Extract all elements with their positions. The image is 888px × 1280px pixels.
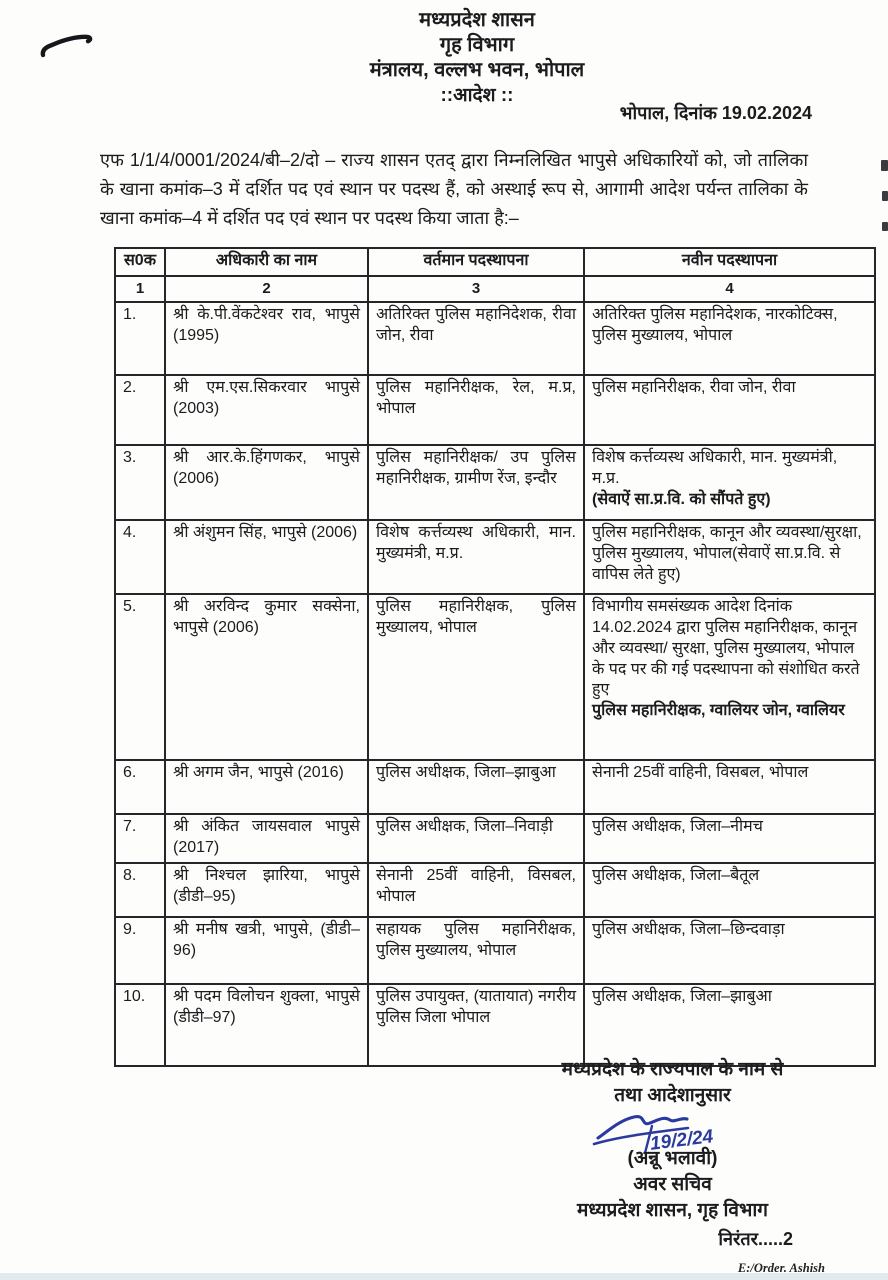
new-posting-text: अतिरिक्त पुलिस महानिदेशक, नारकोटिक्स, पुलिस मुख्यालय, भोपाल bbox=[592, 306, 838, 345]
cell-officer-name: श्री निश्चल झारिया, भापुसे (डीडी–95) bbox=[165, 863, 368, 917]
cell-sno: 1. bbox=[115, 302, 165, 375]
place-date-line: भोपाल, दिनांक 19.02.2024 bbox=[619, 103, 812, 123]
cell-current-posting: पुलिस महानिरीक्षक, रेल, म.प्र, भोपाल bbox=[368, 375, 584, 445]
new-posting-text: विभागीय समसंख्यक आदेश दिनांक 14.02.2024 द्वारा पुलिस महानिरीक्षक, कानून और व्यवस्था/ सुरक्षा, पुलिस मुख्यालय, भोपाल के पद पर की गई पदस्थापना को संशोधित करते हुए bbox=[592, 598, 860, 699]
new-posting-text: पुलिस अधीक्षक, जिला–नीमच bbox=[592, 818, 763, 836]
scan-artifact bbox=[882, 222, 888, 231]
government-name: मध्यप्रदेश शासन bbox=[419, 9, 535, 31]
cell-current-posting: पुलिस अधीक्षक, जिला–निवाड़ी bbox=[368, 814, 584, 863]
cell-officer-name: श्री अगम जैन, भापुसे (2016) bbox=[165, 760, 368, 814]
table-row bbox=[115, 814, 875, 863]
new-posting-text: पुलिस महानिरीक्षक, कानून और व्यवस्था/सुरक्षा, पुलिस मुख्यालय, भोपाल(सेवाऐं सा.प्र.वि. से वापिस लेते हुए) bbox=[592, 524, 862, 583]
cell-officer-name: श्री के.पी.वेंकटेश्वर राव, भापुसे (1995) bbox=[165, 302, 368, 375]
header-new-posting: नवीन पदस्थापना bbox=[584, 248, 875, 276]
cell-current-posting: सेनानी 25वीं वाहिनी, विसबल, भोपाल bbox=[368, 863, 584, 917]
cell-officer-name: श्री अंशुमन सिंह, भापुसे (2006) bbox=[165, 520, 368, 594]
new-posting-text: पुलिस अधीक्षक, जिला–झाबुआ bbox=[592, 988, 772, 1006]
by-order-line-1: मध्यप्रदेश के राज्यपाल के नाम से bbox=[561, 1059, 784, 1080]
cell-officer-name: श्री एम.एस.सिकरवार भापुसे (2003) bbox=[165, 375, 368, 445]
header-current-posting: वर्तमान पदस्थापना bbox=[368, 248, 584, 276]
colnum-3: 3 bbox=[368, 276, 584, 303]
table-row bbox=[115, 760, 875, 814]
table-row bbox=[115, 863, 875, 917]
by-order-line-2: तथा आदेशानुसार bbox=[614, 1084, 731, 1106]
new-posting-text: पुलिस अधीक्षक, जिला–बैतूल bbox=[592, 867, 760, 885]
cell-new-posting bbox=[584, 984, 875, 1066]
scan-artifact bbox=[881, 160, 888, 171]
signatory-name: (अन्नू भलावी) bbox=[627, 1148, 718, 1170]
file-reference: E:/Order. Ashish bbox=[737, 1260, 825, 1275]
cell-new-posting bbox=[584, 863, 875, 917]
continuation-note: निरंतर.....2 bbox=[718, 1229, 793, 1250]
cell-current-posting: सहायक पुलिस महानिरीक्षक, पुलिस मुख्यालय, भोपाल bbox=[368, 917, 584, 984]
colnum-1: 1 bbox=[115, 276, 165, 303]
order-paragraph: एफ 1/1/4/0001/2024/बी–2/दो – राज्य शासन एतद् द्वारा निम्नलिखित भापुसे अधिकारियों को, जो तालिका के खाना कमांक–3 में दर्शित पद एवं स्थान पर पदस्थ हैं, को अस्थाई रूप से, आगामी आदेश पर्यन्त तालिका के खाना कमांक–4 में दर्शित पद एवं स्थान पर पदस्थ किया जाता है:– bbox=[100, 150, 808, 228]
cell-sno: 9. bbox=[115, 917, 165, 984]
office-address: मंत्रालय, वल्लभ भवन, भोपाल bbox=[369, 59, 585, 81]
cell-new-posting bbox=[584, 302, 875, 375]
header-sno: स0क bbox=[115, 248, 165, 276]
table-header-row bbox=[115, 248, 875, 276]
transfer-table bbox=[114, 247, 876, 1067]
table-row bbox=[115, 302, 875, 375]
cell-officer-name: श्री अरविन्द कुमार सक्सेना, भापुसे (2006) bbox=[165, 594, 368, 760]
new-posting-bold-text: (सेवाऐं सा.प्र.वि. को सौंपते हुए) bbox=[592, 490, 771, 508]
department-name: गृह विभाग bbox=[439, 34, 515, 56]
table-row bbox=[115, 375, 875, 445]
table-colnumber-row bbox=[115, 276, 875, 303]
table-row bbox=[115, 520, 875, 594]
cell-new-posting bbox=[584, 520, 875, 594]
new-posting-text: विशेष कर्त्तव्यस्थ अधिकारी, मान. मुख्यमंत्री, म.प्र. bbox=[592, 449, 838, 488]
cell-sno: 5. bbox=[115, 594, 165, 760]
signature-block bbox=[500, 1057, 845, 1276]
cell-officer-name: श्री मनीष खत्री, भापुसे, (डीडी–96) bbox=[165, 917, 368, 984]
cell-sno: 4. bbox=[115, 520, 165, 594]
new-posting-text: पुलिस महानिरीक्षक, रीवा जोन, रीवा bbox=[592, 379, 796, 397]
signatory-title: अवर सचिव bbox=[633, 1173, 712, 1195]
table-row bbox=[115, 594, 875, 760]
cell-current-posting: पुलिस महानिरीक्षक/ उप पुलिस महानिरीक्षक, ग्रामीण रेंज, इन्दौर bbox=[368, 445, 584, 520]
table-row bbox=[115, 445, 875, 520]
table-row bbox=[115, 917, 875, 984]
cell-current-posting: पुलिस अधीक्षक, जिला–झाबुआ bbox=[368, 760, 584, 814]
letterhead bbox=[0, 8, 888, 108]
cell-officer-name: श्री आर.के.हिंगणकर, भापुसे (2006) bbox=[165, 445, 368, 520]
cell-current-posting: अतिरिक्त पुलिस महानिदेशक, रीवा जोन, रीवा bbox=[368, 302, 584, 375]
cell-new-posting bbox=[584, 917, 875, 984]
cell-new-posting bbox=[584, 375, 875, 445]
table-row bbox=[115, 984, 875, 1066]
cell-new-posting bbox=[584, 814, 875, 863]
cell-new-posting bbox=[584, 445, 875, 520]
scan-artifact bbox=[882, 191, 888, 201]
cell-new-posting bbox=[584, 594, 875, 760]
cell-sno: 7. bbox=[115, 814, 165, 863]
cell-officer-name: श्री पदम विलोचन शुक्ला, भापुसे (डीडी–97) bbox=[165, 984, 368, 1066]
signature-date: 19/2/24 bbox=[648, 1126, 715, 1156]
transfer-table-wrap bbox=[114, 247, 876, 1067]
new-posting-text: सेनानी 25वीं वाहिनी, विसबल, भोपाल bbox=[592, 764, 809, 782]
colnum-2: 2 bbox=[165, 276, 368, 303]
cell-current-posting: पुलिस महानिरीक्षक, पुलिस मुख्यालय, भोपाल bbox=[368, 594, 584, 760]
header-officer-name: अधिकारी का नाम bbox=[165, 248, 368, 276]
order-title: ::आदेश :: bbox=[440, 85, 514, 106]
cell-sno: 8. bbox=[115, 863, 165, 917]
cell-current-posting: विशेष कर्त्तव्यस्थ अधिकारी, मान. मुख्यमंत्री, म.प्र. bbox=[368, 520, 584, 594]
cell-new-posting bbox=[584, 760, 875, 814]
cell-officer-name: श्री अंकित जायसवाल भापुसे (2017) bbox=[165, 814, 368, 863]
new-posting-bold-text: पुलिस महानिरीक्षक, ग्वालियर जोन, ग्वालियर bbox=[592, 702, 845, 720]
signatory-department: मध्यप्रदेश शासन, गृह विभाग bbox=[577, 1199, 768, 1221]
cell-sno: 10. bbox=[115, 984, 165, 1066]
cell-sno: 2. bbox=[115, 375, 165, 445]
cell-current-posting: पुलिस उपायुक्त, (यातायात) नगरीय पुलिस जिला भोपाल bbox=[368, 984, 584, 1066]
new-posting-text: पुलिस अधीक्षक, जिला–छिन्दवाड़ा bbox=[592, 921, 785, 939]
cell-sno: 6. bbox=[115, 760, 165, 814]
colnum-4: 4 bbox=[584, 276, 875, 303]
cell-sno: 3. bbox=[115, 445, 165, 520]
